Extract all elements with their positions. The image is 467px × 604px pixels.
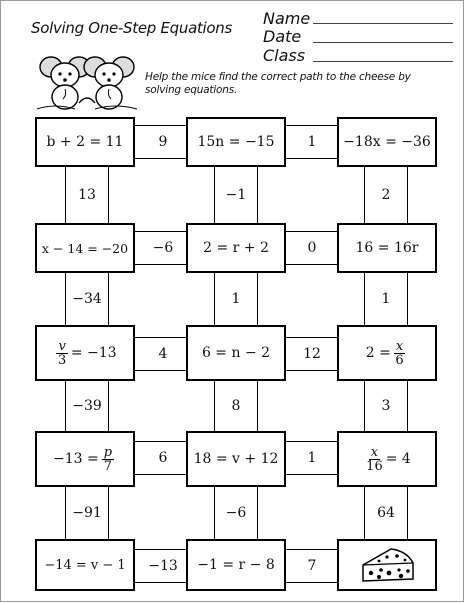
name-label: Name (263, 9, 311, 28)
equation-text: 18 = v + 12 (193, 451, 279, 467)
answer-vertical[interactable] (65, 485, 109, 541)
equation-box[interactable] (35, 223, 135, 273)
fraction (56, 340, 67, 367)
answer-text: 4 (158, 346, 168, 362)
mice-illustration-icon (35, 53, 139, 111)
cheese-icon (357, 545, 417, 585)
answer-vertical[interactable] (214, 485, 258, 541)
fraction (102, 446, 114, 473)
equation-box[interactable] (337, 223, 437, 273)
instructions-text: Help the mice find the correct path to the cheese by solving equations. (145, 71, 411, 96)
equation-box[interactable] (186, 325, 286, 381)
answer-text: 1 (307, 134, 317, 150)
answer-text: 9 (158, 134, 168, 150)
answer-vertical[interactable] (364, 165, 408, 225)
fraction-denominator: 6 (395, 352, 404, 368)
answer-vertical[interactable] (65, 165, 109, 225)
equation-text: = 4 (385, 451, 411, 467)
date-line[interactable] (313, 42, 453, 43)
equation-text: −14 = v − 1 (44, 557, 126, 573)
answer-text: −91 (72, 505, 102, 521)
answer-text: 1 (231, 291, 241, 307)
answer-text: 6 (158, 450, 168, 466)
answer-text: 0 (307, 240, 317, 256)
answer-horizontal[interactable] (283, 125, 341, 159)
fraction-denominator: 3 (57, 352, 67, 368)
worksheet-title: Solving One-Step Equations (31, 19, 233, 37)
equation-box[interactable] (35, 117, 135, 167)
equation-box[interactable] (337, 325, 437, 381)
equation-box[interactable] (186, 431, 286, 487)
answer-text: −39 (72, 398, 102, 414)
answer-text: −1 (225, 187, 247, 203)
answer-vertical[interactable] (214, 165, 258, 225)
fraction-numerator: v (58, 338, 66, 354)
equation-box[interactable] (35, 431, 135, 487)
answer-vertical[interactable] (214, 379, 258, 433)
equation-text: 2 = (365, 345, 391, 361)
answer-text: −13 (148, 558, 178, 574)
equation-text: 15n = −15 (197, 134, 275, 150)
fraction-numerator: x (370, 444, 379, 460)
cheese-goal-box[interactable] (337, 539, 437, 591)
answer-text: 8 (231, 398, 241, 414)
answer-horizontal[interactable] (133, 231, 193, 265)
answer-text: −34 (72, 291, 102, 307)
equation-text: x − 14 = −20 (41, 240, 129, 256)
equation-box[interactable] (186, 117, 286, 167)
fraction-denominator: 16 (366, 458, 383, 474)
answer-vertical[interactable] (214, 271, 258, 327)
answer-horizontal[interactable] (133, 337, 193, 371)
fraction (394, 340, 405, 367)
answer-text: −6 (152, 240, 174, 256)
answer-vertical[interactable] (364, 271, 408, 327)
answer-text: −6 (225, 505, 247, 521)
fraction (366, 446, 383, 473)
answer-text: 1 (381, 291, 391, 307)
answer-horizontal[interactable] (283, 337, 341, 371)
answer-text: 7 (307, 558, 317, 574)
answer-horizontal[interactable] (133, 549, 193, 583)
equation-text: 6 = n − 2 (201, 345, 271, 361)
answer-text: 64 (377, 505, 395, 521)
answer-text: 12 (303, 346, 321, 362)
answer-horizontal[interactable] (283, 549, 341, 583)
answer-horizontal[interactable] (283, 441, 341, 475)
equation-box[interactable] (35, 325, 135, 381)
answer-text: 13 (78, 187, 96, 203)
class-label: Class (263, 46, 306, 65)
class-line[interactable] (313, 61, 453, 62)
equation-text: −18x = −36 (343, 134, 431, 150)
equation-text: −13 = (52, 451, 99, 467)
answer-text: 3 (381, 398, 391, 414)
answer-text: 2 (381, 187, 391, 203)
equation-box[interactable] (337, 431, 437, 487)
equation-box[interactable] (337, 117, 437, 167)
equation-box[interactable] (35, 539, 135, 591)
answer-text: 1 (307, 450, 317, 466)
equation-text: = −13 (70, 345, 117, 361)
answer-vertical[interactable] (65, 271, 109, 327)
equation-box[interactable] (186, 223, 286, 273)
fraction-denominator: 7 (103, 458, 112, 474)
date-label: Date (263, 27, 302, 46)
equation-box[interactable] (186, 539, 286, 591)
answer-vertical[interactable] (364, 485, 408, 541)
answer-horizontal[interactable] (283, 231, 341, 265)
equation-text: 16 = 16r (355, 240, 419, 256)
name-line[interactable] (313, 23, 453, 24)
fraction-numerator: p (103, 444, 113, 460)
fraction-numerator: x (395, 338, 404, 354)
answer-horizontal[interactable] (133, 441, 193, 475)
answer-vertical[interactable] (65, 379, 109, 433)
equation-text: b + 2 = 11 (46, 134, 124, 150)
equation-text: 2 = r + 2 (203, 240, 269, 256)
answer-vertical[interactable] (364, 379, 408, 433)
equation-text: −1 = r − 8 (197, 557, 275, 573)
answer-horizontal[interactable] (133, 125, 193, 159)
